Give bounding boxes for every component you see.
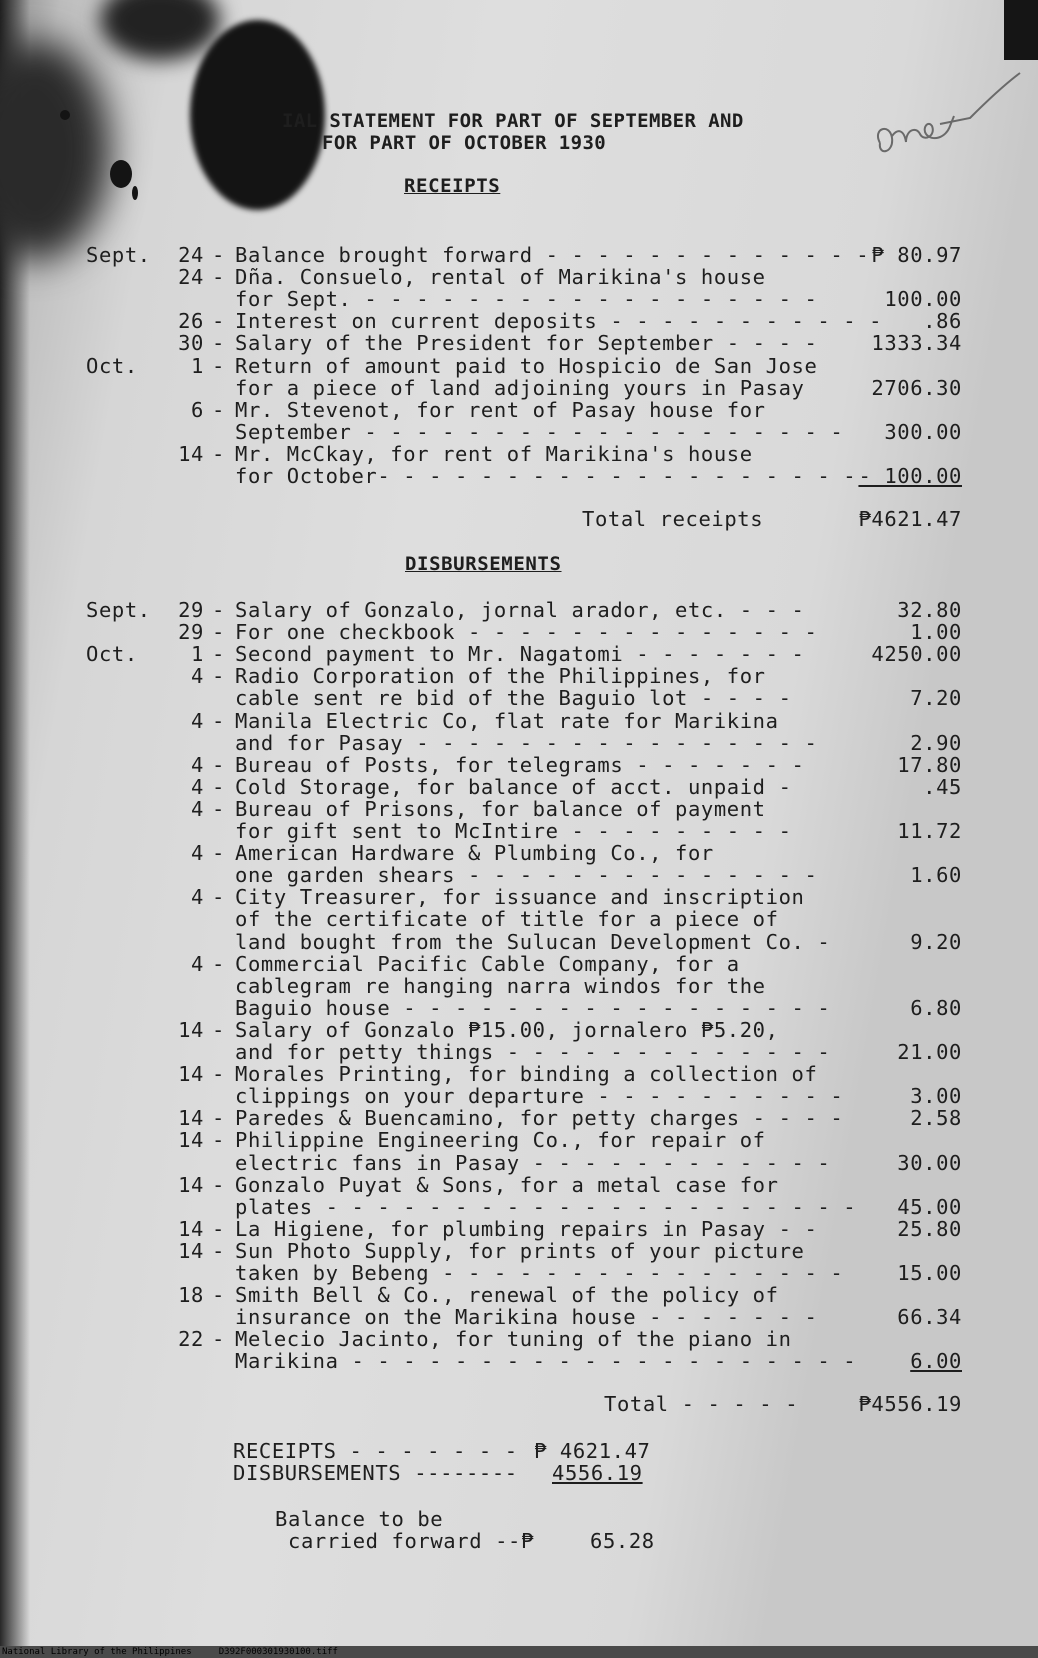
entry-description: cablegram re hanging narra windos for the [235,973,766,998]
entry-description: plates - - - - - - - - - - - - - - - - - - - - - [235,1194,857,1219]
entry-separator: - [212,331,225,356]
entry-day: 4 [191,774,204,799]
entry-day: 24 [178,243,204,267]
entry-amount: 15.00 [897,1261,962,1285]
entry-description: Cold Storage, for balance of acct. unpaid - [235,774,792,799]
entry-amount: 45.00 [897,1194,962,1219]
entry-amount: 6.00 [910,1349,962,1374]
total-disbursements-label: Total - - - - - [604,1392,799,1416]
entry-day: 14 [178,441,204,466]
entry-description: Bureau of Prisons, for balance of payment [235,796,766,821]
entry-separator: - [212,885,225,910]
entry-description: Interest on current deposits - - - - - - - - - - - [235,309,883,334]
entry-day: 4 [191,708,204,733]
entry-description: For one checkbook - - - - - - - - - - - - - - [235,620,818,645]
entry-amount: 21.00 [897,1040,962,1064]
entry-day: 4 [191,752,204,777]
ink-stain [132,186,138,200]
entry-description: Mr. McCkay, for rent of Marikina's house [235,441,753,466]
disbursements-heading: DISBURSEMENTS [405,553,562,575]
entry-day: 14 [178,1238,204,1263]
entry-description: Morales Printing, for binding a collection of [235,1062,818,1087]
entry-day: 22 [178,1327,204,1352]
entry-description: Marikina - - - - - - - - - - - - - - - - - - - - [235,1349,857,1374]
entry-description: Melecio Jacinto, for tuning of the piano in [235,1327,792,1352]
entry-day: 1 [191,353,204,378]
entry-description: insurance on the Marikina house - - - - - - - [235,1305,818,1330]
entry-description: Salary of Gonzalo, jornal arador, etc. - - - [235,598,805,622]
entry-amount: 2.58 [910,1106,962,1131]
entry-amount: 17.80 [897,752,962,777]
entry-amount: 9.20 [910,929,962,954]
entry-separator: - [212,642,225,667]
entry-amount: 32.80 [897,598,962,622]
entry-separator: - [212,598,225,622]
entry-description: for gift sent to McIntire - - - - - - - - - [235,819,792,843]
entry-amount: 2706.30 [871,375,962,400]
entry-description: for October- - - - - - - - - - - - - - - - - - - [235,464,857,488]
entry-description: and for petty things - - - - - - - - - - - - - [235,1040,831,1064]
entry-description: cable sent re bid of the Baguio lot - - - - [235,686,792,711]
entry-description: Mr. Stevenot, for rent of Pasay house for [235,397,766,422]
handwritten-note-icon [870,68,1030,178]
entry-day: 4 [191,885,204,910]
entry-day: 14 [178,1172,204,1197]
entry-separator: - [212,1327,225,1352]
entry-separator: - [212,1238,225,1263]
entry-separator: - [212,243,225,267]
entry-separator: - [212,752,225,777]
entry-month: Oct. [86,353,138,378]
entry-month: Sept. [86,598,151,622]
entry-day: 4 [191,664,204,689]
total-disbursements-value: ₱4556.19 [858,1392,962,1416]
entry-separator: - [212,796,225,821]
entry-amount: - 100.00 [858,464,962,488]
entry-description: clippings on your departure - - - - - - - - - - [235,1084,844,1109]
entry-description: La Higiene, for plumbing repairs in Pasay - - [235,1216,818,1241]
entry-amount: 25.80 [897,1216,962,1241]
entry-month: Sept. [86,243,151,267]
entry-amount: 3.00 [910,1084,962,1109]
entry-separator: - [212,309,225,334]
entry-day: 29 [178,620,204,645]
entry-amount: 1333.34 [871,331,962,356]
entry-amount: 1.60 [910,863,962,888]
entry-description: Commercial Pacific Cable Company, for a [235,951,740,976]
entry-amount: 1.00 [910,620,962,645]
entry-amount: 30.00 [897,1150,962,1175]
entry-amount: 300.00 [884,419,962,444]
total-receipts-label: Total receipts [582,507,764,531]
page-subtitle: FOR PART OF OCTOBER 1930 [322,132,607,154]
entry-day: 30 [178,331,204,356]
entry-description: Philippine Engineering Co., for repair of [235,1128,766,1153]
entry-separator: - [212,1017,225,1042]
ink-stain [0,40,110,260]
balance-label: Balance to be [275,1507,444,1531]
summary-receipts-value: ₱ 4621.47 [534,1439,651,1463]
entry-day: 4 [191,796,204,821]
entry-description: Manila Electric Co, flat rate for Marikina [235,708,779,733]
entry-separator: - [212,664,225,689]
entry-description: Radio Corporation of the Philippines, for [235,664,766,689]
entry-amount: 66.34 [897,1305,962,1330]
entry-separator: - [212,397,225,422]
entry-day: 4 [191,841,204,866]
entry-description: one garden shears - - - - - - - - - - - - - - [235,863,818,888]
entry-day: 18 [178,1283,204,1308]
entry-description: Dña. Consuelo, rental of Marikina's house [235,265,766,290]
total-receipts-value: ₱4621.47 [858,507,962,531]
ink-stain [110,160,132,188]
entry-amount: ₱ 80.97 [871,243,962,267]
entry-amount: 100.00 [884,287,962,312]
entry-separator: - [212,841,225,866]
page-title: IAL STATEMENT FOR PART OF SEPTEMBER AND [282,110,744,132]
entry-description: Salary of the President for September - - - - [235,331,818,356]
entry-description: land bought from the Sulucan Development Co. - [235,929,831,954]
entry-separator: - [212,1216,225,1241]
balance-value: 65.28 [590,1529,655,1553]
entry-separator: - [212,353,225,378]
entry-amount: 7.20 [910,686,962,711]
entry-day: 1 [191,642,204,667]
entry-day: 14 [178,1216,204,1241]
entry-description: Return of amount paid to Hospicio de San Jose [235,353,818,378]
entry-description: Balance brought forward - - - - - - - - - - - - - [235,243,870,267]
entry-day: 26 [178,309,204,334]
entry-description: Second payment to Mr. Nagatomi - - - - - - - [235,642,805,667]
entry-day: 6 [191,397,204,422]
entry-day: 29 [178,598,204,622]
entry-description: electric fans in Pasay - - - - - - - - - - - - [235,1150,831,1175]
entry-month: Oct. [86,642,138,667]
summary-receipts-label: RECEIPTS - - - - - - - [233,1439,518,1463]
entry-day: 14 [178,1106,204,1131]
entry-description: American Hardware & Plumbing Co., for [235,841,714,866]
entry-amount: 6.80 [910,995,962,1020]
scan-footer: National Library of the Philippines D392F000301930100.tiff [2,1647,338,1657]
entry-day: 24 [178,265,204,290]
entry-separator: - [212,1062,225,1087]
entry-separator: - [212,774,225,799]
entry-description: September - - - - - - - - - - - - - - - - - - - [235,419,844,444]
entry-day: 14 [178,1128,204,1153]
summary-disbursements-label: DISBURSEMENTS -------- [233,1461,518,1485]
entry-day: 4 [191,951,204,976]
entry-description: Bureau of Posts, for telegrams - - - - - - - [235,752,805,777]
entry-separator: - [212,1283,225,1308]
entry-separator: - [212,265,225,290]
scan-corner [1004,0,1038,60]
entry-day: 14 [178,1062,204,1087]
entry-description: of the certificate of title for a piece of [235,907,779,932]
entry-description: for a piece of land adjoining yours in Pasay [235,375,805,400]
entry-description: for Sept. - - - - - - - - - - - - - - - - - - [235,287,818,312]
entry-description: Salary of Gonzalo ₱15.00, jornalero ₱5.20, [235,1017,779,1042]
entry-description: and for Pasay - - - - - - - - - - - - - - - - [235,730,818,755]
entry-description: taken by Bebeng - - - - - - - - - - - - - - - - [235,1261,844,1285]
entry-amount: 4250.00 [871,642,962,667]
entry-separator: - [212,1128,225,1153]
entry-description: Smith Bell & Co., renewal of the policy of [235,1283,779,1308]
entry-amount: 2.90 [910,730,962,755]
entry-separator: - [212,620,225,645]
summary-disbursements-value: 4556.19 [552,1461,643,1485]
entry-day: 14 [178,1017,204,1042]
entry-amount: .45 [923,774,962,799]
entry-separator: - [212,708,225,733]
entry-description: Gonzalo Puyat & Sons, for a metal case for [235,1172,779,1197]
entry-separator: - [212,1172,225,1197]
receipts-heading: RECEIPTS [404,175,501,197]
entry-separator: - [212,441,225,466]
entry-description: Paredes & Buencamino, for petty charges - - - - [235,1106,844,1131]
entry-description: Baguio house - - - - - - - - - - - - - - - - - [235,995,831,1020]
entry-amount: .86 [923,309,962,334]
entry-separator: - [212,1106,225,1131]
entry-description: Sun Photo Supply, for prints of your picture [235,1238,805,1263]
entry-separator: - [212,951,225,976]
entry-amount: 11.72 [897,819,962,843]
ink-stain [100,0,220,60]
ink-stain [60,110,70,120]
balance-carried-label: carried forward --₱ [288,1529,534,1553]
entry-description: City Treasurer, for issuance and inscription [235,885,805,910]
